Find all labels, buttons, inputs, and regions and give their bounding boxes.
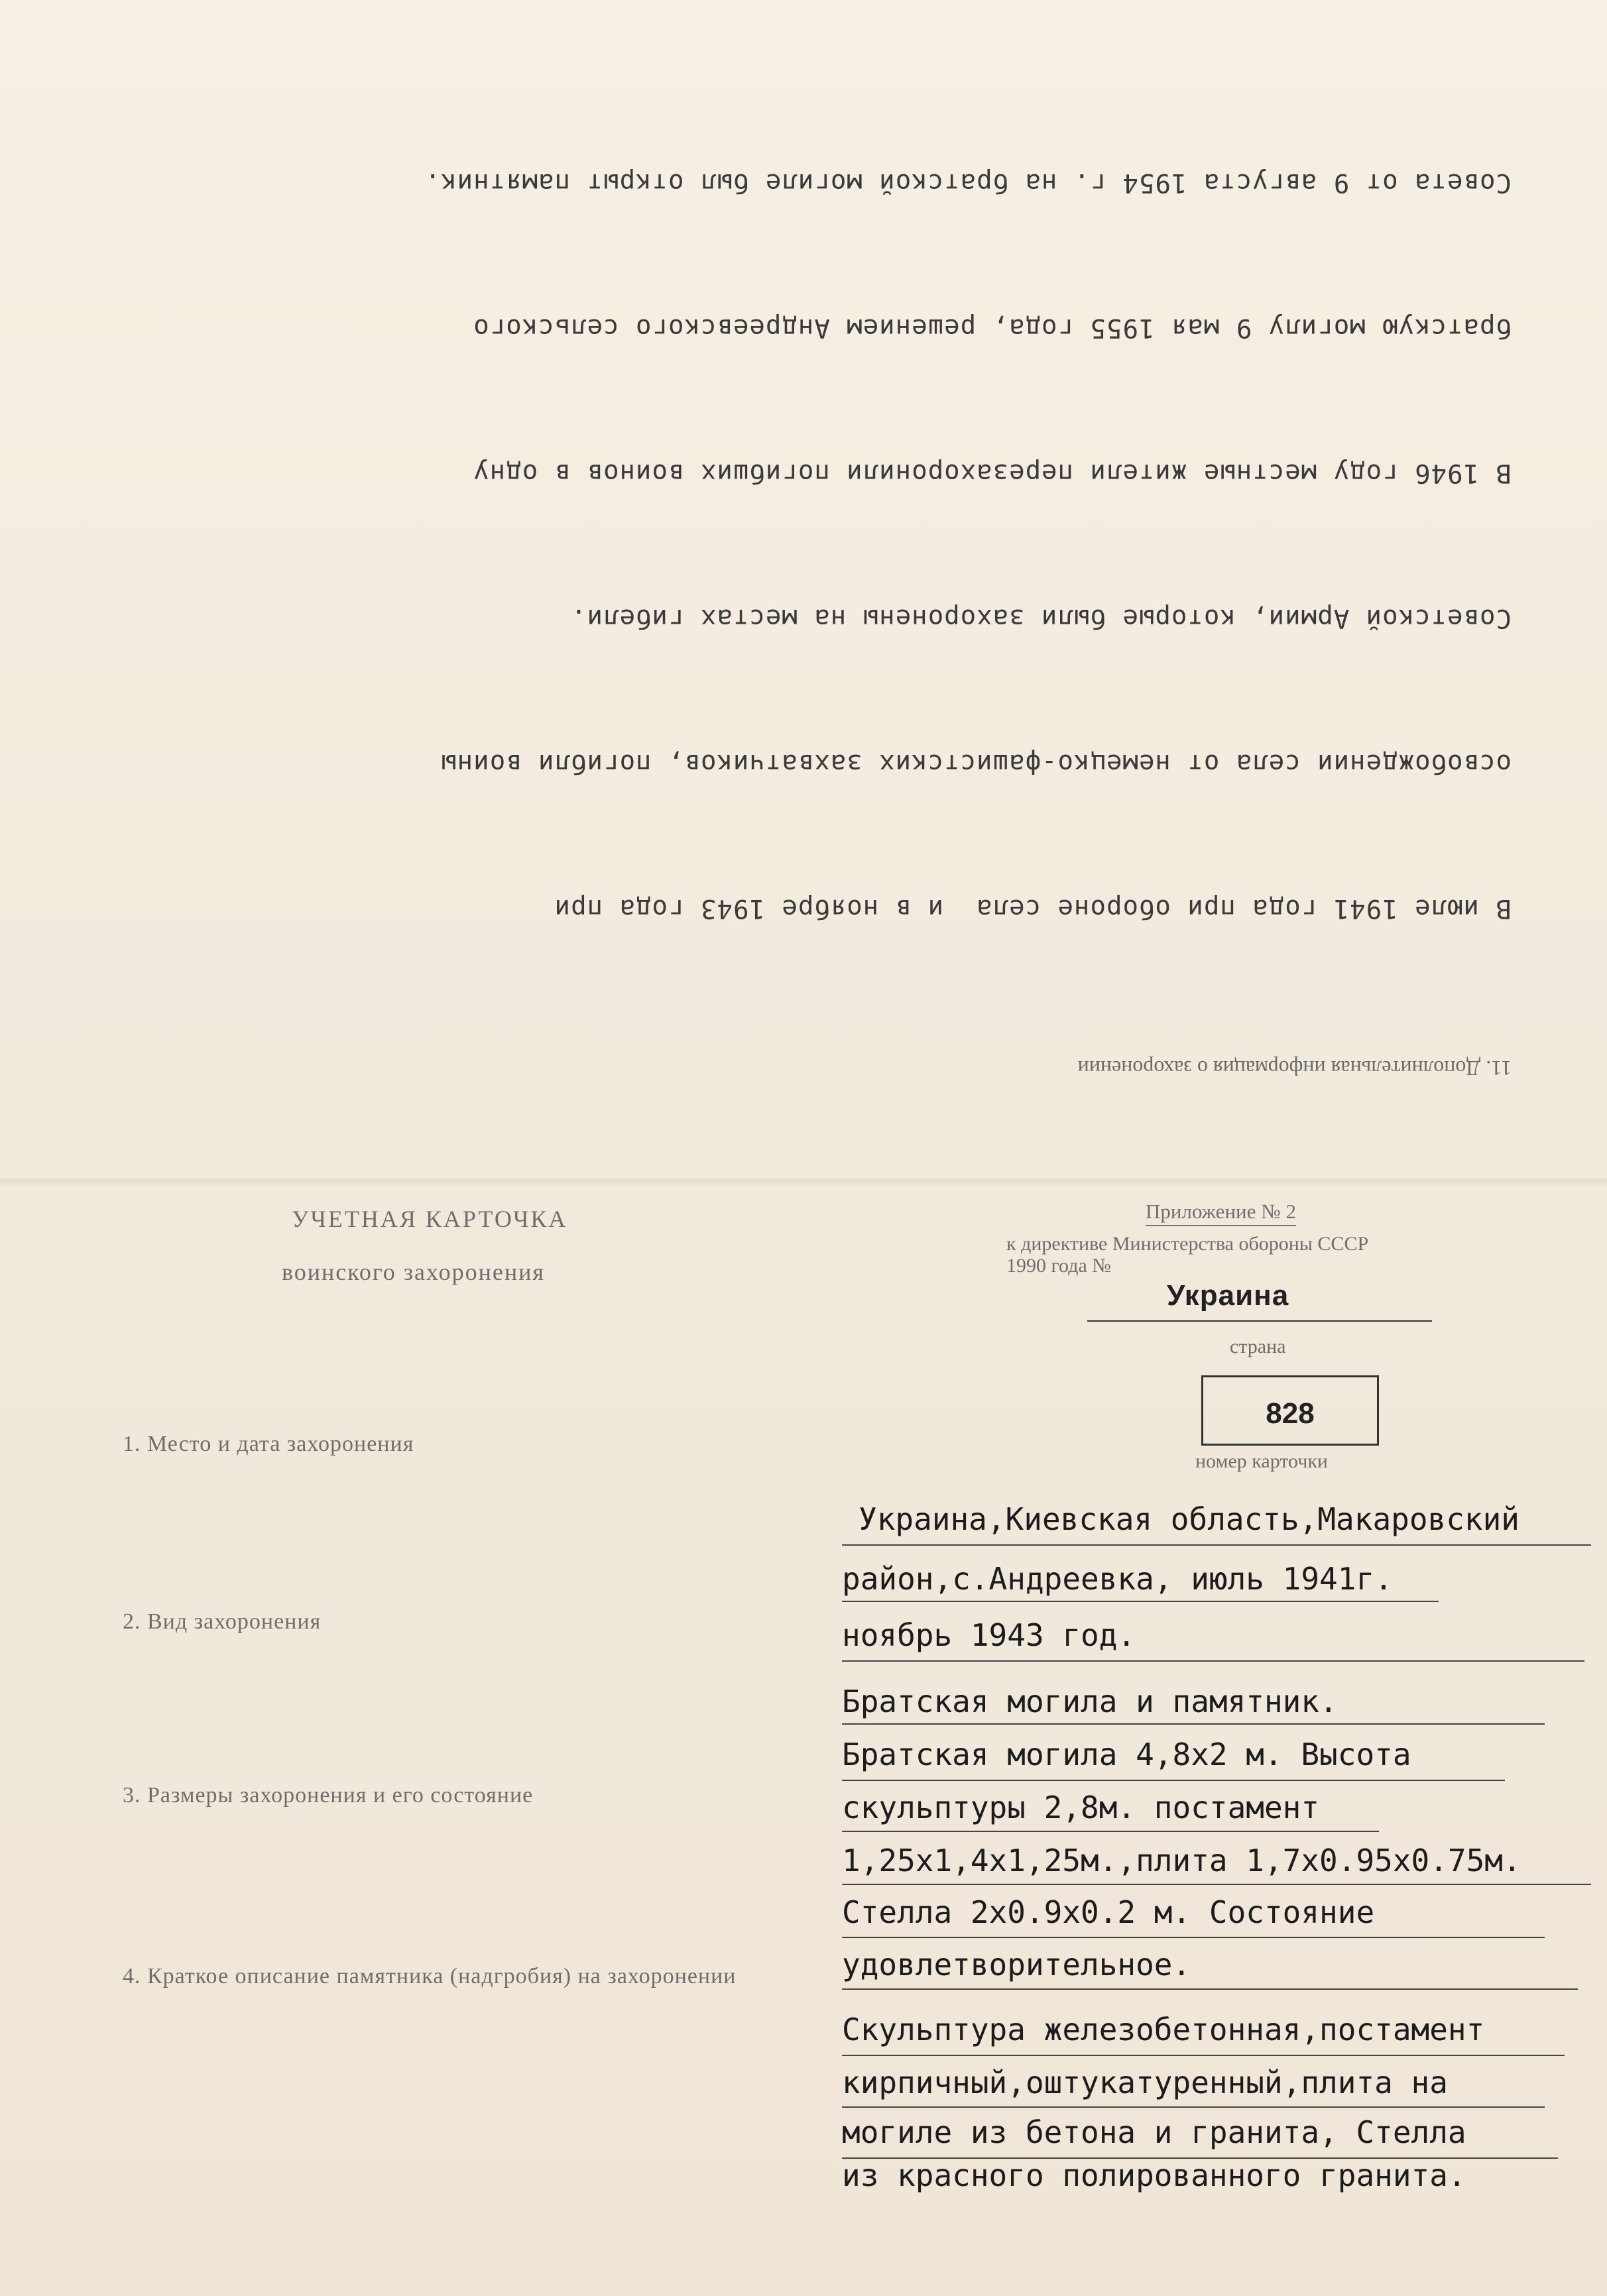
- typed-line: Украина,Киевская область,Макаровский: [859, 1501, 1519, 1537]
- typed-line: кирпичный,оштукатуренный,плита на: [842, 2065, 1448, 2100]
- text-line: В июле 1941 года при обороне села и в ноябре 1943 года при: [554, 893, 1512, 923]
- field-underline: [842, 1601, 1439, 1602]
- country-label: страна: [1230, 1336, 1286, 1357]
- country-underline: [1087, 1320, 1432, 1322]
- field-underline: [842, 1937, 1545, 1938]
- field-label-place: 1. Место и дата захоронения: [123, 1432, 414, 1456]
- text-line: освобождении села от немецко-фашистских захватчиков, погибли воины: [440, 748, 1512, 778]
- annex-label: Приложение № 2: [1146, 1200, 1296, 1226]
- field-underline: [842, 1884, 1591, 1885]
- field-label-size: 3. Размеры захоронения и его состояние: [123, 1783, 534, 1808]
- typed-line: могиле из бетона и гранита, Стелла: [842, 2114, 1466, 2150]
- typed-line: из красного полированного гранита.: [842, 2157, 1466, 2193]
- paragraph-2: [106, 0, 1512, 35]
- card-number-label: номер карточки: [1195, 1450, 1328, 1472]
- field-underline: [842, 1723, 1545, 1725]
- directive-text: [1006, 1233, 1368, 1277]
- field-underline: [842, 1988, 1578, 1990]
- country-value: Украина: [1167, 1279, 1289, 1312]
- card-number: 828: [1266, 1397, 1315, 1430]
- field-underline: [842, 1831, 1379, 1832]
- typed-line: 1,25х1,4х1,25м.,плита 1,7х0.95х0.75м.: [842, 1843, 1521, 1878]
- typed-line: район,с.Андреевка, июль 1941г.: [842, 1561, 1393, 1597]
- text-line: В 1946 году местные жители перезахоронили погибших воинов в одну: [473, 458, 1512, 488]
- field-underline: [842, 1544, 1591, 1546]
- field-underline: [842, 1780, 1505, 1781]
- typed-line: Скульптура железобетонная,постамент: [842, 2012, 1485, 2047]
- typed-line: Стелла 2х0.9х0.2 м. Состояние: [842, 1894, 1375, 1930]
- typed-line: Братская могила 4,8х2 м. Высота: [842, 1737, 1411, 1772]
- card-title: УЧЕТНАЯ КАРТОЧКА: [292, 1206, 568, 1232]
- typed-line: ноябрь 1943 год.: [842, 1617, 1136, 1653]
- field-underline: [842, 1660, 1584, 1662]
- card-subtitle: воинского захоронения: [282, 1259, 545, 1285]
- back-side-upside-down-block: [106, 168, 1512, 1080]
- text-line: Советской Армии, которые были захоронены на местах гибели.: [570, 603, 1512, 633]
- field-underline: [842, 2106, 1545, 2108]
- paragraph-1: [106, 62, 1512, 1029]
- directive-line: к директиве Министерства обороны СССР: [1006, 1233, 1369, 1255]
- directive-line: 1990 года №: [1006, 1255, 1111, 1277]
- field-label-description: 4. Краткое описание памятника (надгробия) на захоронении: [123, 1964, 737, 1988]
- typed-line: Братская могила и памятник.: [842, 1684, 1338, 1719]
- fold-crease: [0, 1177, 1607, 1186]
- card-number-box: [1201, 1375, 1379, 1446]
- typed-line: скульптуры 2,8м. постамент: [842, 1790, 1320, 1825]
- typed-line: удовлетворительное.: [842, 1947, 1191, 1982]
- field-label-type: 2. Вид захоронения: [123, 1609, 322, 1634]
- additional-info-heading: 11. Дополнительная информация о захоронении: [1077, 1057, 1512, 1080]
- field-underline: [842, 2055, 1565, 2056]
- text-line: братскую могилу 9 мая 1955 года, решением Андреевского сельского: [473, 313, 1512, 343]
- text-line: Совета от 9 августа 1954 г. на братской могиле был открыт памятник.: [424, 168, 1512, 198]
